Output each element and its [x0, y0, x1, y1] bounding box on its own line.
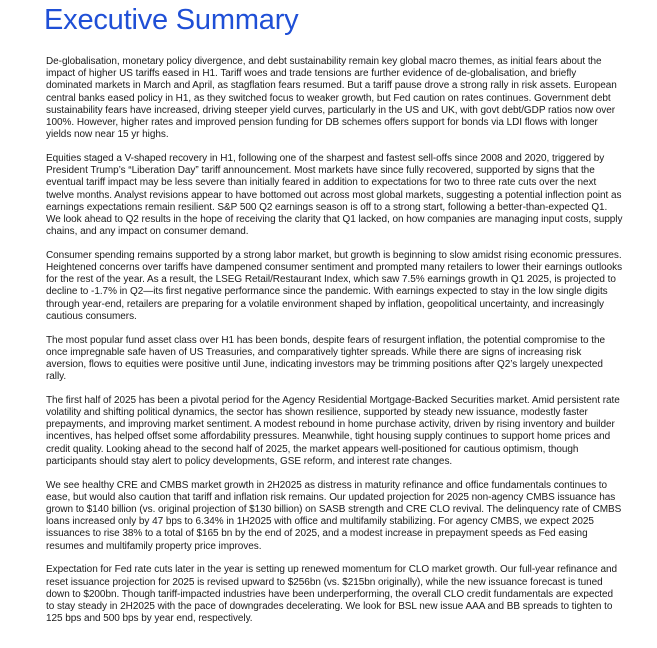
paragraph-equities: Equities staged a V-shaped recovery in H1, following one of the sharpest and fastest sell-offs since 2008 and 2020, triggered by President Trump’s “Liberation Day” tariff announcement. Most markets have since fully recovered, supported by signs that the eventual tariff impact may be less severe than initially feared in addition to expectations for two to three rate cuts over the next twelve months. Analyst revisions appear to have bottomed out across most global markets, suggesting a potential inflection point as earnings expectations remain resilient. S&P 500 Q2 earnings season is off to a strong start, following a better-than-expected Q1. We look ahead to Q2 results in the hope of receiving the clarity that Q1 lacked, on how companies are managing input costs, supply chains, and any impact on consumer demand. [46, 152, 623, 238]
paragraph-consumer: Consumer spending remains supported by a strong labor market, but growth is beginning to slow amidst rising economic pressures. Heightened concerns over tariffs have dampened consumer sentiment and prompted many retailers to lower their earnings outlooks for the rest of the year. As a result, the LSEG Retail/Restaurant Index, which saw 7.5% earnings growth in Q1 2025, is projected to decline to -1.7% in Q2—its first negative performance since the pandemic. With earnings expected to stay in the low single digits through year-end, retailers are preparing for a volatile environment shaped by inflation, geopolitical uncertainty, and increasingly cautious consumers. [46, 249, 623, 322]
summary-body [46, 56, 624, 637]
paragraph-macro: De-globalisation, monetary policy divergence, and debt sustainability remain key global macro themes, as initial fears about the impact of higher US tariffs eased in H1. Tariff woes and trade tensions are further evidence of de-globalisation, and briefly dominated markets in March and April, as stagflation fears resumed. But a tariff pause drove a strong rally in risk assets. European central banks eased policy in H1, as they switched focus to weaker growth, but Fed caution on rates continues. Government debt sustainability fears have increased, driving steeper yield curves, particularly in the US and UK, with govt debt/GDP ratios now over 100%. However, higher rates and improved pension funding for DB schemes offers support for bonds via LDI flows with longer yields now near 15 yr highs. [46, 56, 617, 141]
paragraph-cre-cmbs: We see healthy CRE and CMBS market growth in 2H2025 as distress in maturity refinance and office fundamentals continues to ease, but would also caution that tariff and inflation risk remains. Our updated projection for 2025 non-agency CMBS issuance has grown to $140 billion (vs. original projection of $130 billion) on SASB strength and CRE CLO revival. The delinquency rate of CMBS loans increased only by 47 bps to 6.34% in 1H2025 with office and multifamily stabilizing. For agency CMBS, we expect 2025 issuances to rise 38% to a total of $165 bn by the end of 2025, and a modest increase in prepayment speeds as Fed easing resumes and multifamily property price improves. [46, 479, 622, 552]
page-title: Executive Summary [44, 4, 299, 36]
paragraph-agency-rmbs: The first half of 2025 has been a pivotal period for the Agency Residential Mortgage-Backed Securities market. Amid persistent rate volatility and shifting political dynamics, the sector has shown resilience, supported by steady new issuance, modestly faster prepayments, and improving market sentiment. A modest rebound in home purchase activity, driven by rising inventory and builder incentives, has helped offset some affordability pressures. Meanwhile, tight housing supply continues to support home prices and credit quality. Looking ahead to the second half of 2025, the market appears well-positioned for cautious optimism, though participants should stay alert to policy developments, GSE reform, and interest rate changes. [46, 394, 620, 467]
paragraph-clo: Expectation for Fed rate cuts later in the year is setting up renewed momentum for CLO market growth. Our full-year refinance and reset issuance projection for 2025 is revised upward to $256bn (vs. $215bn originally), while the new issuance forecast is tuned down to $200bn. Though tariff-impacted industries have been underperforming, the overall CLO credit fundamentals are expected to stay steady in 2H2025 with the pace of downgrades decelerating. We look for BSL new issue AAA and BB spreads to tighten to 125 bps and 500 bps by year end, respectively. [46, 564, 618, 625]
paragraph-fund-flows: The most popular fund asset class over H1 has been bonds, despite fears of resurgent inflation, the potential compromise to the once impregnable safe haven of US Treasuries, and comparatively tighter spreads. While there are signs of increasing risk aversion, flows to equities were positive until June, indicating investors may be trimming positions after Q2’s largely unexpected rally. [46, 334, 605, 383]
